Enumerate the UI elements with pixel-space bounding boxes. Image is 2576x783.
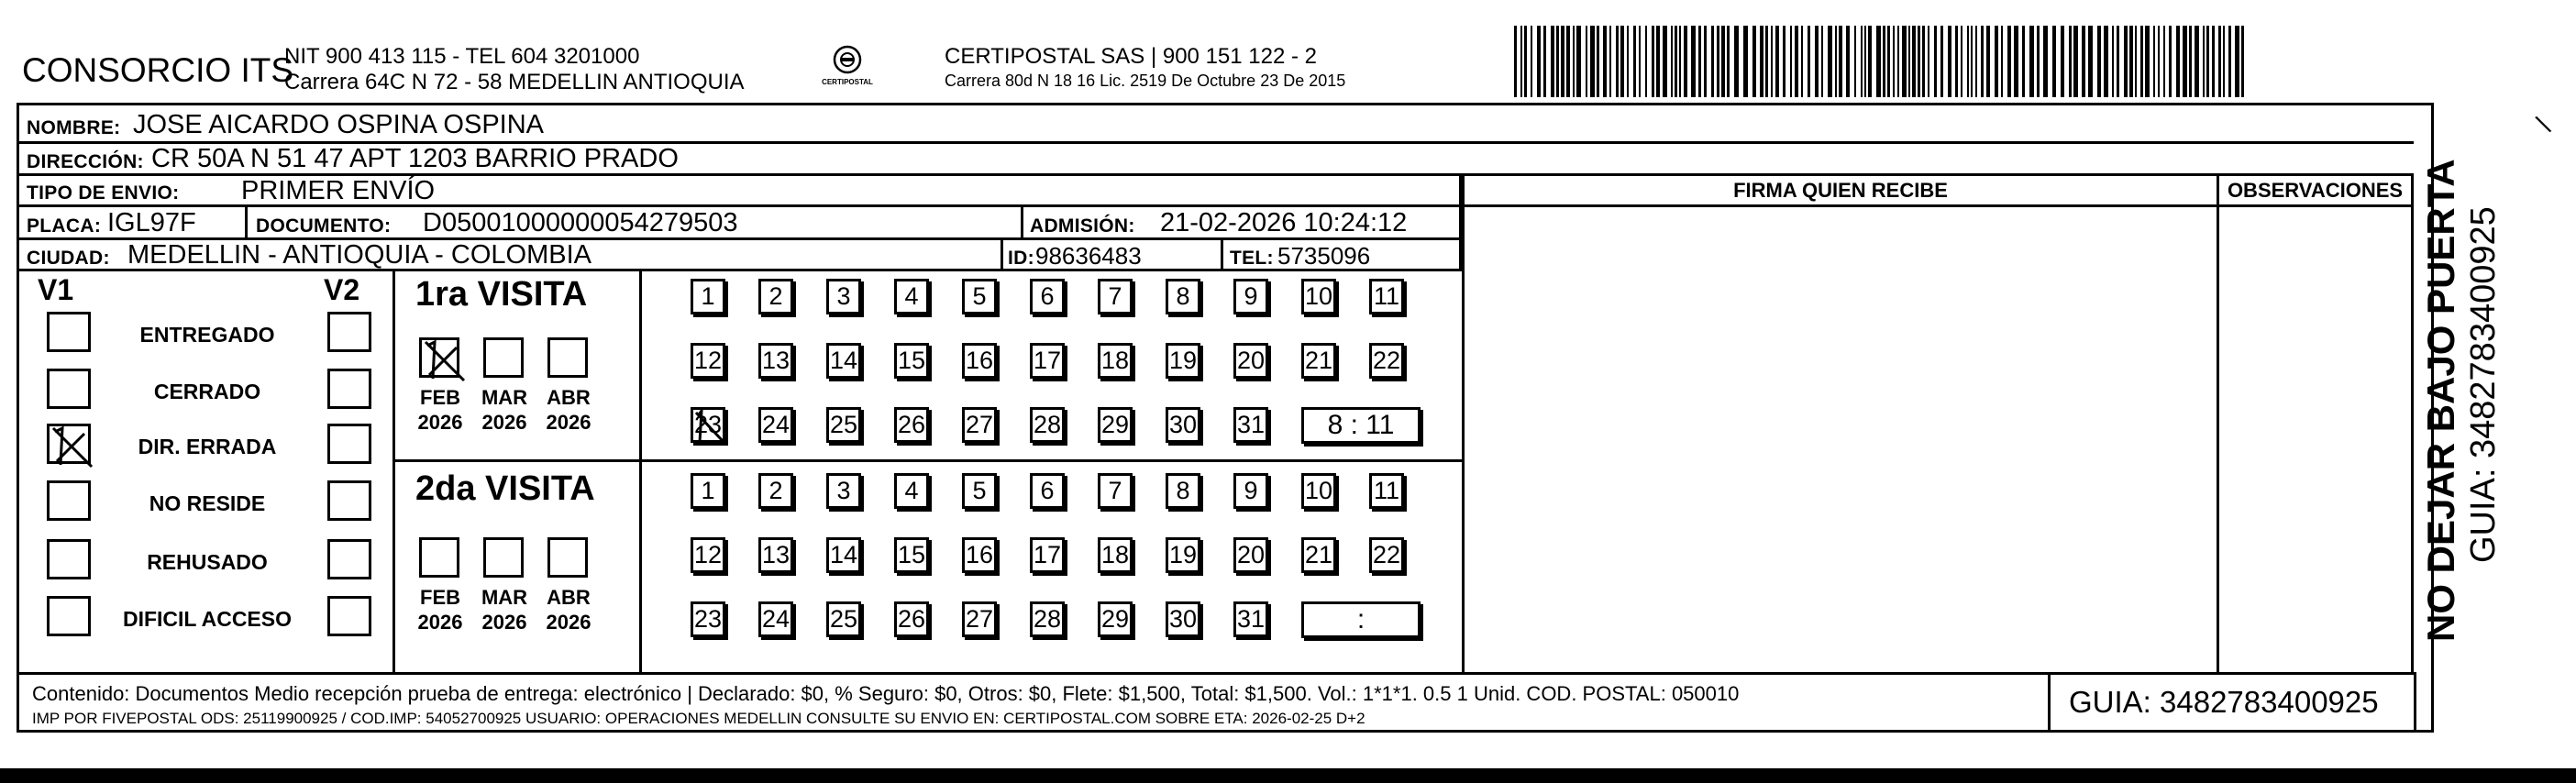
- time-box[interactable]: :: [1301, 601, 1421, 638]
- row-direccion: [19, 144, 2414, 176]
- month-name: MAR: [481, 586, 528, 609]
- barcode: [1514, 26, 2248, 97]
- observaciones-header: OBSERVACIONES: [2219, 176, 2411, 207]
- day-box[interactable]: 20: [1233, 343, 1268, 379]
- ciudad-value: MEDELLIN - ANTIOQUIA - COLOMBIA: [127, 240, 591, 270]
- scan-mark: \: [2533, 110, 2555, 140]
- status-label: DIR. ERRADA: [138, 435, 277, 458]
- footer-guia: GUIA: 3482783400925: [2069, 685, 2379, 719]
- status-label: DIFICIL ACCESO: [122, 607, 292, 631]
- month-name: ABR: [547, 586, 591, 609]
- month-checkbox-abr[interactable]: [547, 537, 588, 578]
- row-placa: [19, 207, 1462, 240]
- day-box[interactable]: 4: [894, 473, 929, 509]
- day-box[interactable]: 23: [691, 407, 725, 443]
- admision-label: ADMISIÓN:: [1030, 215, 1135, 237]
- day-box[interactable]: 31: [1233, 407, 1268, 443]
- day-box[interactable]: 28: [1030, 601, 1065, 637]
- v2-checkbox[interactable]: [327, 480, 371, 521]
- nombre-label: NOMBRE:: [27, 117, 121, 138]
- side-guia: GUIA: 3482783400925: [2464, 206, 2503, 563]
- month-year: 2026: [546, 411, 591, 434]
- firma-header: FIRMA QUIEN RECIBE: [1465, 176, 2217, 207]
- observaciones-column: [2219, 176, 2414, 672]
- row-tipo: [19, 176, 1462, 207]
- certipostal-logo: [820, 44, 875, 90]
- company-address: Carrera 64C N 72 - 58 MEDELLIN ANTIOQUIA: [284, 70, 745, 94]
- day-box[interactable]: 13: [758, 537, 793, 573]
- month-label: [408, 385, 472, 435]
- v2-checkbox[interactable]: [327, 312, 371, 352]
- v2-label: V2: [324, 273, 360, 306]
- documento-label: DOCUMENTO:: [256, 215, 392, 237]
- certipostal-license: Carrera 80d N 18 16 Lic. 2519 De Octubre 23 De 2015: [945, 72, 1346, 90]
- visit2-title: 2da VISITA: [415, 469, 595, 508]
- day-box[interactable]: 14: [826, 537, 861, 573]
- day-box[interactable]: 17: [1030, 343, 1065, 379]
- row-ciudad: [19, 240, 1462, 271]
- side-notice: NO DEJAR BAJO PUERTA: [2419, 159, 2462, 642]
- month-year: 2026: [546, 611, 591, 634]
- month-name: ABR: [547, 386, 591, 409]
- day-box[interactable]: 8: [1166, 279, 1200, 314]
- month-checkbox-abr[interactable]: [547, 337, 588, 378]
- tipo-value: PRIMER ENVÍO: [241, 176, 436, 205]
- day-box[interactable]: 30: [1166, 601, 1200, 637]
- day-box[interactable]: 16: [962, 537, 997, 573]
- day-box[interactable]: 2: [758, 279, 793, 314]
- day-box[interactable]: 14: [826, 343, 861, 379]
- day-cross-mark: [692, 409, 729, 446]
- day-box[interactable]: 1: [691, 473, 725, 509]
- month-checkbox-feb[interactable]: [419, 337, 459, 378]
- tipo-label: TIPO DE ENVIO:: [27, 182, 180, 204]
- day-box[interactable]: 18: [1098, 537, 1133, 573]
- month-year: 2026: [417, 611, 463, 634]
- day-box[interactable]: 9: [1233, 473, 1268, 509]
- day-box[interactable]: 21: [1301, 537, 1336, 573]
- month-name: MAR: [481, 386, 528, 409]
- v2-checkbox[interactable]: [327, 369, 371, 409]
- placa-value: IGL97F: [107, 208, 196, 237]
- month-label: [472, 385, 536, 435]
- status-label: REHUSADO: [147, 550, 268, 574]
- direccion-value: CR 50A N 51 47 APT 1203 BARRIO PRADO: [151, 144, 679, 173]
- month-label: [408, 585, 472, 634]
- day-box[interactable]: 17: [1030, 537, 1065, 573]
- day-box[interactable]: 12: [691, 537, 725, 573]
- month-year: 2026: [417, 411, 463, 434]
- status-label: NO RESIDE: [149, 491, 266, 515]
- day-box[interactable]: 9: [1233, 279, 1268, 314]
- documento-value: D05001000000054279503: [423, 208, 738, 237]
- visit2-section: [395, 462, 1462, 672]
- ciudad-label: CIUDAD:: [27, 248, 110, 269]
- firma-column: [1462, 176, 2219, 672]
- month-checkbox-mar[interactable]: [483, 537, 524, 578]
- admision-value: 21-02-2026 10:24:12: [1160, 208, 1408, 237]
- month-name: FEB: [420, 586, 460, 609]
- day-box[interactable]: 29: [1098, 407, 1133, 443]
- id-label: ID:: [1008, 248, 1034, 269]
- direccion-label: DIRECCIÓN:: [27, 151, 144, 172]
- status-label: ENTREGADO: [139, 323, 275, 347]
- visit1-title: 1ra VISITA: [415, 275, 588, 314]
- day-box[interactable]: 27: [962, 407, 997, 443]
- month-name: FEB: [420, 386, 460, 409]
- nombre-value: JOSE AICARDO OSPINA OSPINA: [133, 110, 545, 139]
- side-guia-wrap: [2464, 206, 2503, 600]
- day-box[interactable]: 26: [894, 407, 929, 443]
- status-section: [19, 271, 395, 672]
- footer-guia-box: [2048, 672, 2416, 733]
- v2-checkbox[interactable]: [327, 424, 371, 464]
- visit1-section: [395, 271, 1462, 462]
- footer-line2: IMP POR FIVEPOSTAL ODS: 25119900925 / COD.IMP: 54052700925 USUARIO: OPERACIONES MEDELLIN CONSULTE SU ENVIO EN: CERTIPOSTAL.COM SOBRE ETA: 2026-02-25 D+2: [32, 710, 1365, 727]
- day-box[interactable]: 5: [962, 279, 997, 314]
- day-box[interactable]: 26: [894, 601, 929, 637]
- day-box[interactable]: 16: [962, 343, 997, 379]
- day-box[interactable]: 31: [1233, 601, 1268, 637]
- logo-text: CERTIPOSTAL: [822, 78, 873, 86]
- status-label: CERRADO: [153, 380, 261, 403]
- delivery-form: [17, 103, 2434, 733]
- day-box[interactable]: 24: [758, 601, 793, 637]
- day-box[interactable]: 10: [1301, 279, 1336, 314]
- day-box[interactable]: 6: [1030, 473, 1065, 509]
- day-box[interactable]: 21: [1301, 343, 1336, 379]
- month-checkbox-mar[interactable]: [483, 337, 524, 378]
- day-box[interactable]: 20: [1233, 537, 1268, 573]
- month-year: 2026: [481, 411, 527, 434]
- month-label: [536, 385, 601, 435]
- day-box[interactable]: 15: [894, 343, 929, 379]
- day-box[interactable]: 11: [1369, 473, 1404, 509]
- day-box[interactable]: 11: [1369, 279, 1404, 314]
- day-box[interactable]: 10: [1301, 473, 1336, 509]
- v2-checkbox[interactable]: [327, 539, 371, 579]
- row-nombre: [19, 105, 2414, 144]
- day-box[interactable]: 6: [1030, 279, 1065, 314]
- month-label: [472, 585, 536, 634]
- day-box[interactable]: 7: [1098, 473, 1133, 509]
- day-box[interactable]: 24: [758, 407, 793, 443]
- day-box[interactable]: 15: [894, 537, 929, 573]
- day-box[interactable]: 5: [962, 473, 997, 509]
- placa-label: PLACA:: [27, 215, 102, 237]
- footer: [19, 672, 2414, 733]
- side-notice-wrap: [2419, 159, 2462, 678]
- day-box[interactable]: 27: [962, 601, 997, 637]
- certipostal-info: CERTIPOSTAL SAS | 900 151 122 - 2: [945, 44, 1317, 69]
- day-box[interactable]: 29: [1098, 601, 1133, 637]
- day-box[interactable]: 25: [826, 407, 861, 443]
- tel-label: TEL:: [1230, 248, 1274, 269]
- day-box[interactable]: 19: [1166, 343, 1200, 379]
- bottom-band: [0, 768, 2576, 783]
- v1-label: V1: [38, 273, 74, 306]
- day-box[interactable]: 8: [1166, 473, 1200, 509]
- month-label: [536, 585, 601, 634]
- day-box[interactable]: 3: [826, 473, 861, 509]
- footer-line1: Contenido: Documentos Medio recepción prueba de entrega: electrónico | Declarado: $0, % Seguro: $0, Otros: $0, Flete: $1,500, Total: $1,500. Vol.: 1*1*1. 0.5 1 Unid. COD. POSTAL: 050010: [32, 682, 1740, 705]
- day-box[interactable]: 3: [826, 279, 861, 314]
- day-box[interactable]: 2: [758, 473, 793, 509]
- day-box[interactable]: 19: [1166, 537, 1200, 573]
- day-box[interactable]: 13: [758, 343, 793, 379]
- v2-checkbox[interactable]: [327, 596, 371, 636]
- company-nit: NIT 900 413 115 - TEL 604 3201000: [284, 44, 640, 69]
- month-year: 2026: [481, 611, 527, 634]
- day-box[interactable]: 25: [826, 601, 861, 637]
- day-box[interactable]: 22: [1369, 537, 1404, 573]
- id-value: 98636483: [1035, 242, 1142, 270]
- day-box[interactable]: 12: [691, 343, 725, 379]
- time-box[interactable]: 8 : 11: [1301, 407, 1421, 444]
- company-name: CONSORCIO ITS: [22, 51, 294, 89]
- day-box[interactable]: 1: [691, 279, 725, 314]
- day-box[interactable]: 28: [1030, 407, 1065, 443]
- day-box[interactable]: 7: [1098, 279, 1133, 314]
- day-box[interactable]: 22: [1369, 343, 1404, 379]
- tel-value: 5735096: [1277, 242, 1371, 270]
- header: [22, 26, 2434, 99]
- day-box[interactable]: 23: [691, 601, 725, 637]
- day-box[interactable]: 4: [894, 279, 929, 314]
- month-checkbox-feb[interactable]: [419, 537, 459, 578]
- day-box[interactable]: 30: [1166, 407, 1200, 443]
- day-box[interactable]: 18: [1098, 343, 1133, 379]
